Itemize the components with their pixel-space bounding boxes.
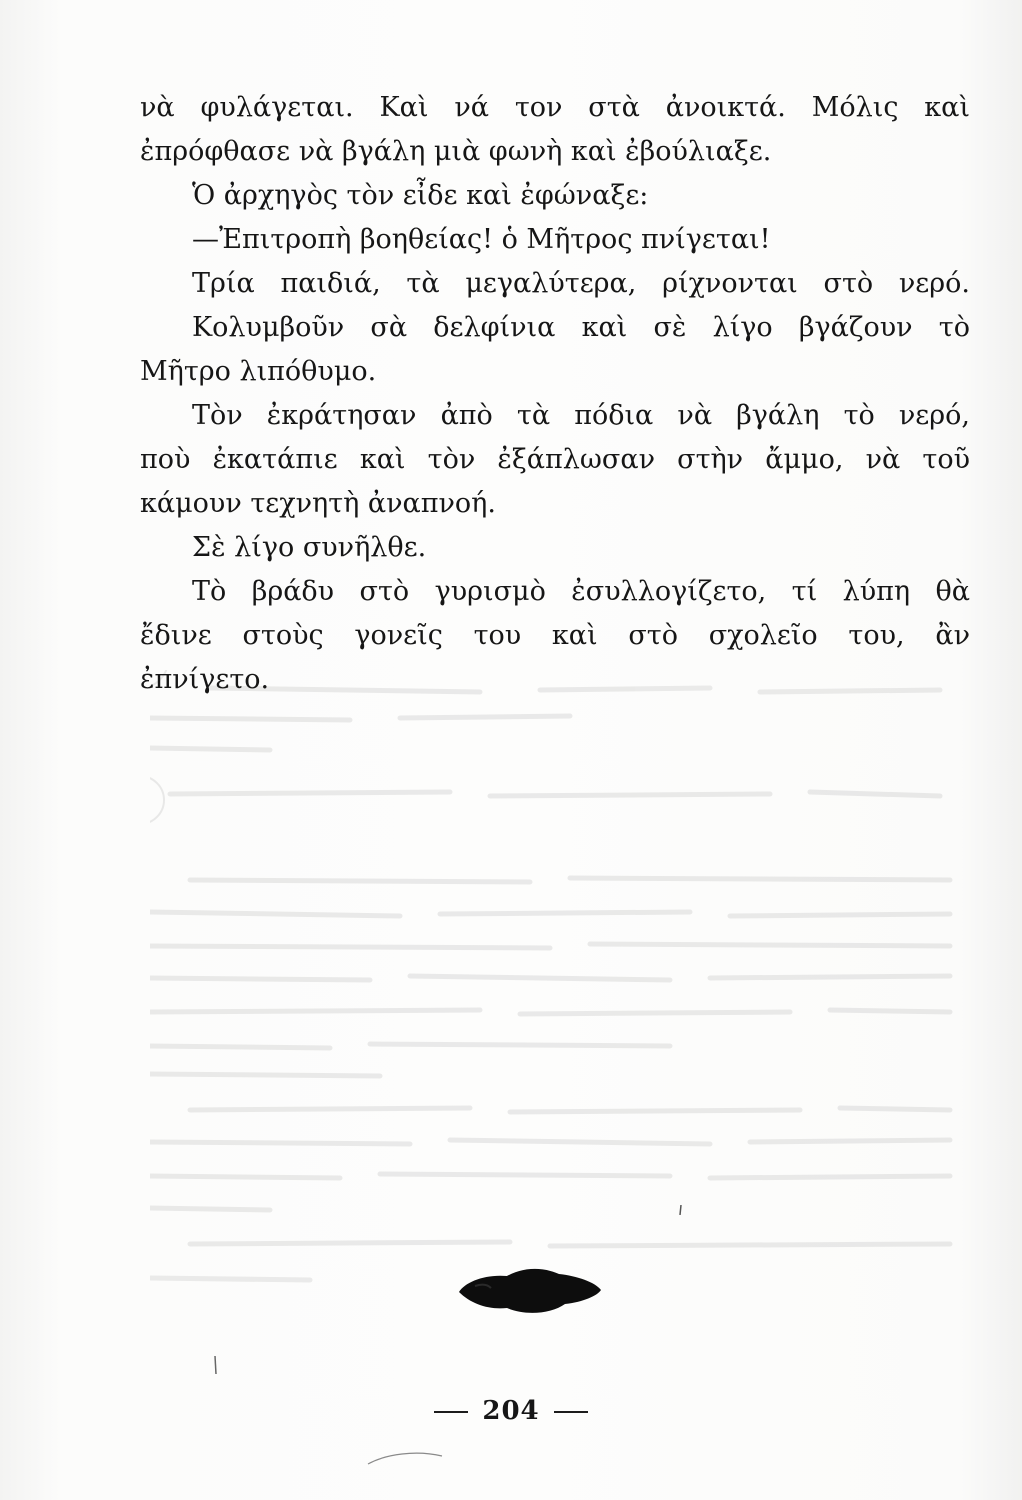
text-line: Τὸν ἐκράτησαν ἀπὸ τὰ πόδια νὰ βγάλη τὸ νερό, xyxy=(192,400,970,431)
text-line: Ὁ ἀρχηγὸς τὸν εἶδε καὶ ἐφώναξε: xyxy=(192,180,649,211)
text-line: νὰ φυλάγεται. Καὶ νά τον στὰ ἀνοικτά. Μόλις καὶ xyxy=(140,92,970,123)
ink-blot xyxy=(455,1262,605,1318)
text-line: Κολυμβοῦν σὰ δελφίνια καὶ σὲ λίγο βγάζουν τὸ xyxy=(192,312,970,343)
text-line: ἐπρόφθασε νὰ βγάλη μιὰ φωνὴ καὶ ἐβούλιαξε. xyxy=(140,136,772,167)
text-line: —Ἐπιτροπὴ βοηθείας! ὁ Μῆτρος πνίγεται! xyxy=(192,224,771,255)
paper-speck xyxy=(678,1205,684,1215)
text-line: Τὸ βράδυ στὸ γυρισμὸ ἐσυλλογίζετο, τί λύπη θὰ xyxy=(192,576,970,607)
paper-speck xyxy=(366,1448,446,1468)
body-text xyxy=(140,86,970,702)
text-line: ἐπνίγετο. xyxy=(140,664,270,695)
dash-left xyxy=(434,1411,468,1413)
paper-speck xyxy=(212,1356,218,1374)
text-line: ποὺ ἐκατάπιε καὶ τὸν ἐξάπλωσαν στὴν ἄμμο, νὰ τοῦ xyxy=(140,444,970,475)
text-line: Σὲ λίγο συνῆλθε. xyxy=(192,532,427,563)
text-line: Τρία παιδιά, τὰ μεγαλύτερα, ρίχνονται στὸ νερό. xyxy=(192,268,970,299)
dash-right xyxy=(554,1411,588,1413)
text-line: κάμουν τεχνητὴ ἀναπνοή. xyxy=(140,488,496,519)
page-number xyxy=(0,1396,1022,1426)
text-line: ἔδινε στοὺς γονεῖς του καὶ στὸ σχολεῖο του, ἂν xyxy=(140,620,970,651)
text-line: Μῆτρο λιπόθυμο. xyxy=(140,356,377,387)
bleed-through-texture xyxy=(150,670,980,1310)
page-number-value: 204 xyxy=(482,1396,540,1426)
